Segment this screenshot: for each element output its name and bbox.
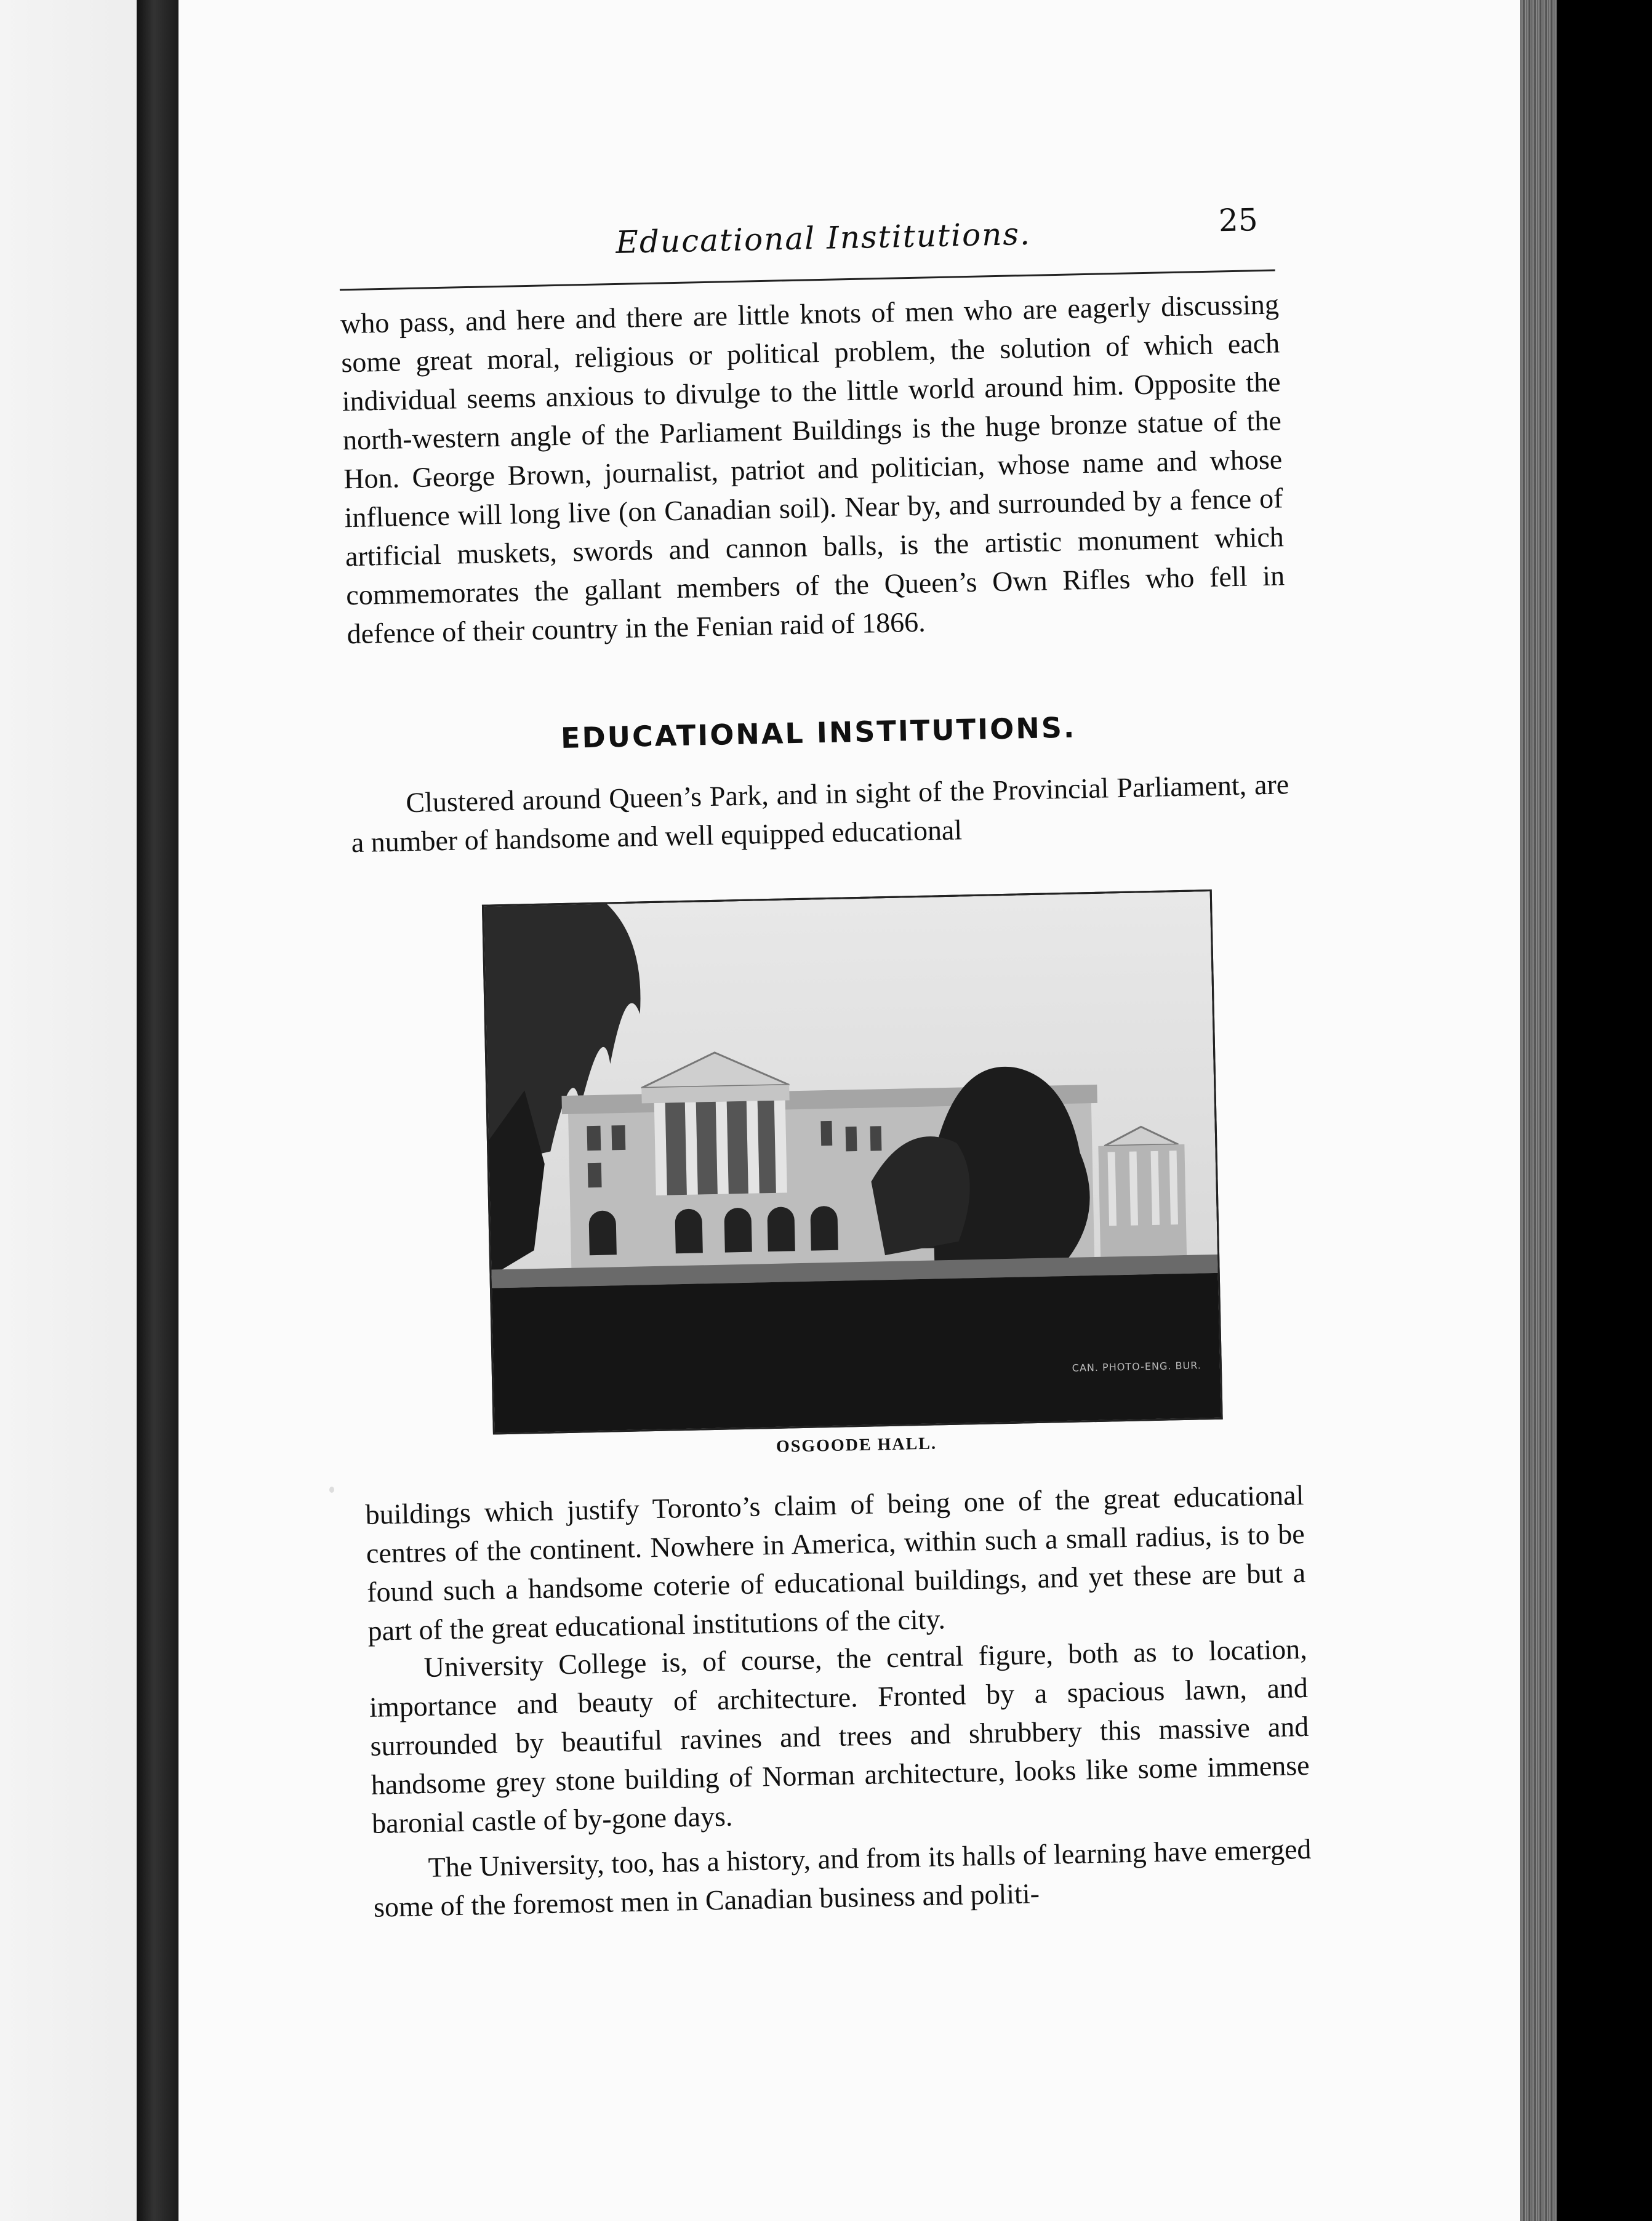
- paragraph-3: buildings which justify Toronto’s claim of being one of the great educational centres of the continent. Nowhere in America, within such a small radius, is to be found such a handsome coterie of educational buildings, and yet these are but a part of the great educational institutions of the city.: [365, 1479, 1306, 1647]
- page-edges: [1520, 0, 1557, 2221]
- photo-credit: CAN. PHOTO-ENG. BUR.: [1072, 1359, 1202, 1374]
- paragraph-1: who pass, and here and there are little knots of men who are eagerly discussing some great moral, religious or political problem, the solution of which each individual seems anxious to divulge to the little world around him. Opposite the north-western angle of the Parliament Buildings is the huge bronze statue of the Hon. George Brown, journalist, patriot and politician, whose name and whose influence will long live (on Canadian soil). Near by, and surrounded by a fence of artificial muskets, swords and cannon balls, is the artistic monument which commemorates the gallant members of the Queen’s Own Rifles who fell in defence of their country in the Fenian raid of 1866.: [340, 288, 1285, 650]
- lawn: [492, 1273, 1221, 1433]
- page-content: [156, 0, 1544, 2221]
- running-head: Educational Institutions.: [615, 215, 1032, 260]
- photo-caption: OSGOODE HALL.: [776, 1434, 937, 1456]
- section-heading: EDUCATIONAL INSTITUTIONS.: [560, 710, 1077, 755]
- paragraph-4: University College is, of course, the central figure, both as to location, importance and beauty of architecture. Fronted by a spacious lawn, and surrounded by beautiful ravines and trees and shrubbery this massive and handsome grey stone building of Norman architecture, looks like some immense baronial castle of by-gone days.: [369, 1633, 1310, 1839]
- book-page: [178, 0, 1520, 2221]
- paragraph-5: The University, too, has a history, and from its halls of learning have emerged some of the foremost men in Canadian business and politi-: [373, 1833, 1312, 1923]
- portico-entablature: [641, 1085, 789, 1103]
- paragraph-2: Clustered around Queen’s Park, and in sight of the Provincial Parliament, are a number of handsome and well equipped educational: [351, 768, 1289, 859]
- photograph-illustration: [484, 891, 1221, 1433]
- page-number: 25: [1218, 202, 1259, 239]
- osgoode-hall-photograph: [482, 890, 1223, 1435]
